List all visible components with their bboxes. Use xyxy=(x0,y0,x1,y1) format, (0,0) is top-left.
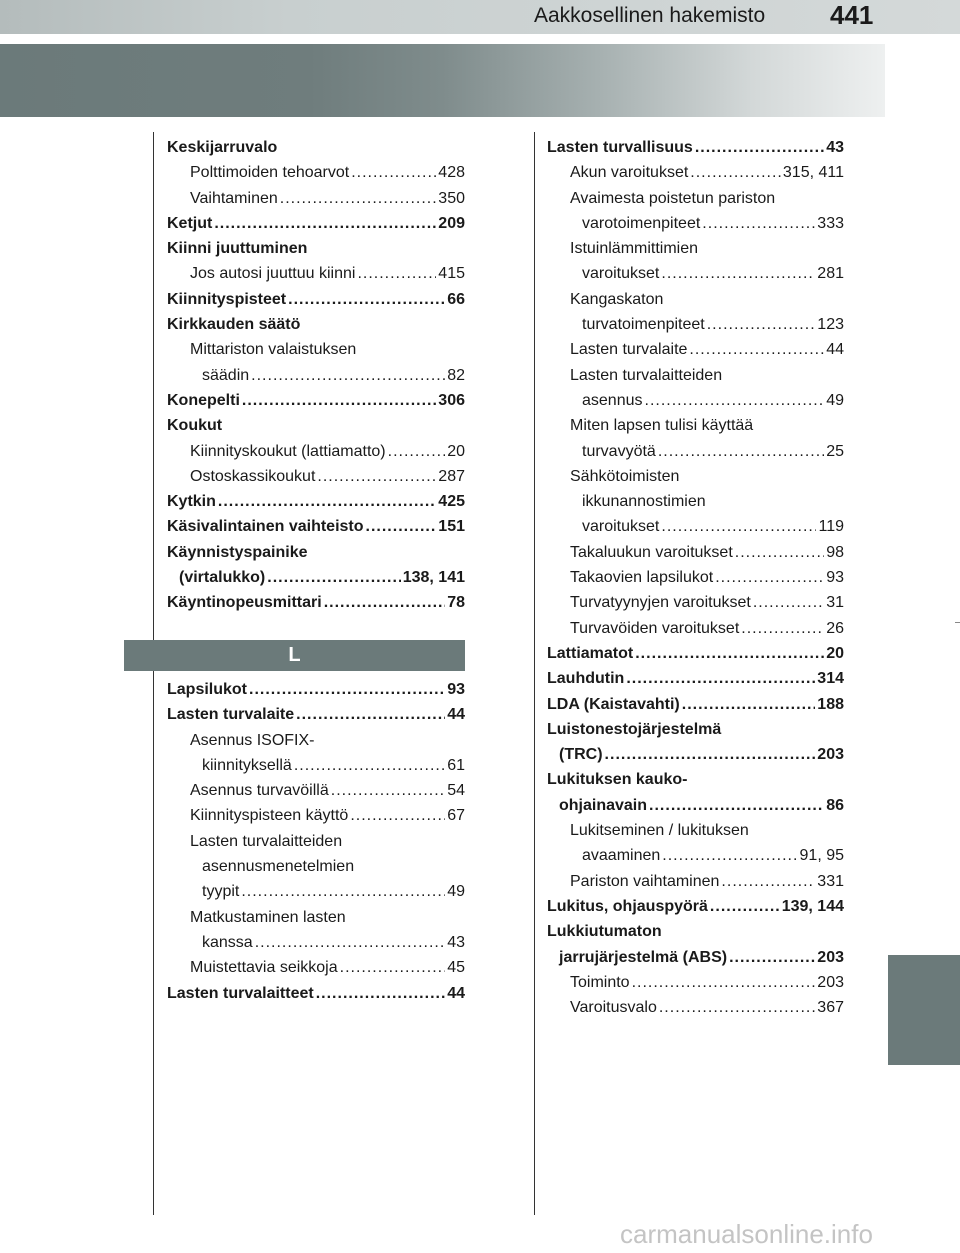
index-entry-label: Lapsilukot xyxy=(167,681,248,698)
index-entry xyxy=(547,793,844,818)
index-entry-label: varoitukset xyxy=(582,265,660,283)
leader-dots xyxy=(626,666,815,691)
index-entry xyxy=(547,565,844,590)
index-entry xyxy=(547,540,844,565)
leader-dots xyxy=(729,945,815,970)
index-entry-label: Ketjut xyxy=(167,214,213,232)
index-column-right xyxy=(547,135,844,1020)
leader-dots xyxy=(707,312,816,337)
index-entry-page: 91, 95 xyxy=(799,847,844,865)
index-entry-page: 333 xyxy=(817,214,844,232)
index-entry xyxy=(547,211,844,236)
index-entry xyxy=(547,135,844,160)
index-entry xyxy=(167,590,465,615)
index-entry-label: (virtalukko) xyxy=(179,569,266,587)
index-entry xyxy=(167,514,465,539)
index-entry-label: Lauhdutin xyxy=(547,670,625,688)
index-entry-page: 45 xyxy=(447,959,465,977)
index-entry-label: Kytkin xyxy=(167,493,216,511)
index-entry xyxy=(547,869,844,894)
index-entry-label: Luistonestojärjestelmä xyxy=(547,720,722,738)
index-entry-label: (TRC) xyxy=(559,746,603,764)
index-entry-label: asennusmenetelmien xyxy=(202,858,355,876)
leader-dots xyxy=(388,439,446,464)
leader-dots xyxy=(645,388,825,413)
leader-dots xyxy=(340,955,446,980)
index-entry xyxy=(167,879,465,904)
index-entry-label: Sähkötoimisten xyxy=(570,467,680,485)
index-entry-label: varotoimenpiteet xyxy=(582,214,701,232)
index-entry xyxy=(167,930,465,955)
index-entry-page: 25 xyxy=(826,442,844,460)
leader-dots xyxy=(721,869,815,894)
index-entry-page: 86 xyxy=(826,796,844,814)
leader-dots xyxy=(710,894,780,919)
index-entry-page: 67 xyxy=(447,807,465,825)
index-column-left-bottom xyxy=(167,677,465,1006)
index-entry-page: 93 xyxy=(826,569,844,587)
index-entry xyxy=(167,778,465,803)
index-entry xyxy=(167,829,465,854)
index-entry-page: 203 xyxy=(817,746,844,764)
index-entry-label: Lukkiutumaton xyxy=(547,923,662,941)
index-entry-page: 123 xyxy=(817,316,844,334)
leader-dots xyxy=(324,590,446,615)
index-entry-label: Lasten turvalaite xyxy=(570,341,688,359)
index-entry-label: Asennus turvavöillä xyxy=(190,782,329,800)
index-entry xyxy=(547,767,844,792)
leader-dots xyxy=(649,793,824,818)
index-entry xyxy=(167,236,465,261)
section-side-tab xyxy=(888,955,960,1065)
index-entry-label: avaaminen xyxy=(582,847,661,865)
index-entry-label: Akun varoitukset xyxy=(570,164,689,182)
index-entry-label: tyypit xyxy=(202,883,240,901)
index-entry-label: Kiinni juuttuminen xyxy=(167,240,308,258)
index-entry-label: Käyntinopeusmittari xyxy=(167,594,322,612)
index-entry-page: 425 xyxy=(438,493,465,511)
leader-dots xyxy=(695,135,824,160)
index-entry-page: 43 xyxy=(447,933,465,951)
index-entry xyxy=(167,540,465,565)
index-entry xyxy=(547,919,844,944)
column-rule-left xyxy=(153,132,154,1215)
leader-dots xyxy=(661,261,815,286)
index-entry xyxy=(547,514,844,539)
leader-dots xyxy=(682,692,816,717)
index-entry-label: Vaihtaminen xyxy=(190,189,278,207)
index-entry-label: LDA (Kaistavahti) xyxy=(547,695,680,713)
index-entry xyxy=(167,565,465,590)
index-entry xyxy=(167,753,465,778)
leader-dots xyxy=(635,641,824,666)
index-entry-label: kiinnityksellä xyxy=(202,756,292,774)
index-entry-page: 26 xyxy=(826,619,844,637)
index-entry-page: 287 xyxy=(438,467,465,485)
index-entry-page: 43 xyxy=(826,139,844,156)
index-entry-label: Turvatyynyjen varoitukset xyxy=(570,594,751,612)
index-entry-label: Avaimesta poistetun pariston xyxy=(570,189,776,207)
leader-dots xyxy=(267,565,400,590)
leader-dots xyxy=(316,981,445,1006)
leader-dots xyxy=(632,970,816,995)
index-entry-label: Pariston vaihtaminen xyxy=(570,872,720,890)
index-entry-page: 350 xyxy=(438,189,465,207)
leader-dots xyxy=(659,995,815,1020)
leader-dots xyxy=(255,930,446,955)
index-entry-label: jarrujärjestelmä (ABS) xyxy=(559,948,728,966)
page-header-title: Aakkosellinen hakemisto xyxy=(534,4,766,27)
index-entry xyxy=(547,287,844,312)
index-entry-page: 49 xyxy=(447,883,465,901)
index-entry xyxy=(167,803,465,828)
index-entry xyxy=(167,287,465,312)
leader-dots xyxy=(715,565,824,590)
index-entry xyxy=(547,337,844,362)
index-entry xyxy=(167,439,465,464)
leader-dots xyxy=(331,778,445,803)
index-entry xyxy=(167,312,465,337)
index-entry xyxy=(167,261,465,286)
index-entry xyxy=(547,236,844,261)
index-entry-label: Miten lapsen tulisi käyttää xyxy=(570,417,754,435)
index-entry-page: 93 xyxy=(447,681,465,698)
index-entry xyxy=(547,388,844,413)
index-entry-label: Toiminto xyxy=(570,973,630,991)
index-entry xyxy=(547,160,844,185)
leader-dots xyxy=(317,464,436,489)
index-entry-label: Matkustaminen lasten xyxy=(190,908,346,926)
index-entry-label: Käsivalintainen vaihteisto xyxy=(167,518,364,536)
index-entry xyxy=(167,337,465,362)
index-entry-label: Lukitseminen / lukituksen xyxy=(570,822,749,840)
index-entry-page: 98 xyxy=(826,543,844,561)
index-entry-label: Kirkkauden säätö xyxy=(167,316,301,334)
index-entry-label: turvatoimenpiteet xyxy=(582,316,705,334)
index-entry-page: 209 xyxy=(438,214,465,232)
index-entry xyxy=(167,464,465,489)
index-entry xyxy=(547,464,844,489)
index-entry xyxy=(547,995,844,1020)
index-entry xyxy=(167,363,465,388)
index-entry-label: Lasten turvalaite xyxy=(167,706,295,724)
index-entry xyxy=(547,818,844,843)
index-entry xyxy=(167,728,465,753)
index-entry xyxy=(547,261,844,286)
index-entry xyxy=(167,905,465,930)
index-entry-label: ikkunannostimien xyxy=(582,493,706,511)
index-entry xyxy=(547,186,844,211)
index-entry xyxy=(167,955,465,980)
index-entry xyxy=(167,135,465,160)
index-entry-page: 31 xyxy=(826,594,844,612)
index-entry-page: 314 xyxy=(817,670,844,688)
index-entry-label: varoitukset xyxy=(582,518,660,536)
index-entry-page: 151 xyxy=(438,518,465,536)
index-entry xyxy=(547,641,844,666)
index-entry-label: Keskijarruvalo xyxy=(167,139,278,156)
leader-dots xyxy=(357,261,436,286)
index-entry xyxy=(167,489,465,514)
index-entry-label: Mittariston valaistuksen xyxy=(190,341,357,359)
index-entry xyxy=(167,160,465,185)
leader-dots xyxy=(218,489,436,514)
index-entry xyxy=(547,413,844,438)
index-entry-label: Takaovien lapsilukot xyxy=(570,569,714,587)
index-entry-page: 306 xyxy=(438,391,465,409)
index-entry-label: Kiinnityskoukut (lattiamatto) xyxy=(190,442,386,460)
index-entry-label: Asennus ISOFIX- xyxy=(190,731,315,749)
index-entry-page: 331 xyxy=(817,872,844,890)
index-entry-page: 315, 411 xyxy=(782,164,844,182)
index-entry xyxy=(547,489,844,514)
index-entry-label: Istuinlämmittimien xyxy=(570,240,699,258)
header-bar xyxy=(0,0,960,34)
index-entry-page: 49 xyxy=(826,391,844,409)
index-entry xyxy=(547,717,844,742)
index-entry-page: 367 xyxy=(817,999,844,1017)
index-entry xyxy=(547,616,844,641)
leader-dots xyxy=(661,514,816,539)
index-entry-label: Turvavöiden varoitukset xyxy=(570,619,740,637)
index-entry-label: säädin xyxy=(202,366,250,384)
leader-dots xyxy=(702,211,815,236)
index-entry-page: 428 xyxy=(438,164,465,182)
index-entry-page: 281 xyxy=(817,265,844,283)
index-entry xyxy=(547,894,844,919)
index-entry-page: 138, 141 xyxy=(402,569,465,587)
index-entry-label: Ostoskassikoukut xyxy=(190,467,316,485)
index-entry xyxy=(547,970,844,995)
leader-dots xyxy=(294,753,445,778)
index-entry-label: Lasten turvallisuus xyxy=(547,139,693,156)
index-entry-label: Käynnistyspainike xyxy=(167,543,308,561)
index-entry-label: asennus xyxy=(582,391,643,409)
leader-dots xyxy=(741,616,824,641)
index-entry-page: 119 xyxy=(818,518,844,536)
section-letter: L xyxy=(288,644,301,666)
column-rule-middle xyxy=(534,132,535,1215)
index-entry-label: Lasten turvalaitteet xyxy=(167,984,314,1002)
index-entry xyxy=(547,692,844,717)
index-entry xyxy=(547,312,844,337)
leader-dots xyxy=(351,160,436,185)
index-entry-label: Lukituksen kauko- xyxy=(547,771,688,789)
leader-dots xyxy=(241,879,445,904)
index-entry xyxy=(167,981,465,1006)
index-entry-label: Konepelti xyxy=(167,391,240,409)
leader-dots xyxy=(658,439,824,464)
section-letter-band xyxy=(124,640,465,671)
index-entry-label: kanssa xyxy=(202,933,253,951)
index-entry-page: 20 xyxy=(826,644,844,662)
index-entry-page: 44 xyxy=(447,984,465,1002)
leader-dots xyxy=(753,590,824,615)
index-entry xyxy=(167,854,465,879)
index-entry-label: Lasten turvalaitteiden xyxy=(190,832,343,850)
leader-dots xyxy=(662,843,797,868)
index-entry-page: 415 xyxy=(438,265,465,283)
index-entry-page: 188 xyxy=(817,695,844,713)
watermark: carmanualsonline.info xyxy=(620,1219,873,1249)
leader-dots xyxy=(280,186,437,211)
index-entry xyxy=(547,590,844,615)
leader-dots xyxy=(296,702,445,727)
index-entry xyxy=(167,702,465,727)
index-entry-label: Lasten turvalaitteiden xyxy=(570,366,723,384)
index-entry-label: Muistettavia seikkoja xyxy=(190,959,338,977)
index-entry-label: turvavyötä xyxy=(582,442,656,460)
leader-dots xyxy=(690,160,781,185)
index-entry xyxy=(167,211,465,236)
index-entry-page: 82 xyxy=(447,366,465,384)
index-entry-label: Takaluukun varoitukset xyxy=(570,543,733,561)
index-entry xyxy=(547,666,844,691)
index-entry-label: Kiinnityspisteen käyttö xyxy=(190,807,349,825)
leader-dots xyxy=(605,742,816,767)
index-entry xyxy=(547,843,844,868)
index-entry xyxy=(547,439,844,464)
index-entry xyxy=(547,742,844,767)
leader-dots xyxy=(251,363,445,388)
index-entry-label: Kangaskaton xyxy=(570,290,664,308)
index-entry-label: Kiinnityspisteet xyxy=(167,290,287,308)
leader-dots xyxy=(735,540,824,565)
leader-dots xyxy=(689,337,824,362)
index-entry-page: 203 xyxy=(817,948,844,966)
index-entry-page: 54 xyxy=(447,782,465,800)
index-entry xyxy=(167,186,465,211)
index-entry-page: 66 xyxy=(447,290,465,308)
index-entry-page: 20 xyxy=(447,442,465,460)
index-entry xyxy=(547,363,844,388)
index-column-left-top xyxy=(167,135,465,616)
index-entry-page: 61 xyxy=(447,756,465,774)
index-entry-label: Lukitus, ohjauspyörä xyxy=(547,897,708,915)
index-entry-page: 44 xyxy=(826,341,844,359)
index-entry-label: Koukut xyxy=(167,417,223,435)
index-entry-page: 139, 144 xyxy=(781,897,844,915)
index-entry xyxy=(167,677,465,702)
index-entry-label: ohjainavain xyxy=(559,796,648,814)
index-entry-label: Jos autosi juuttuu kiinni xyxy=(190,265,356,283)
index-entry xyxy=(167,388,465,413)
index-entry-page: 203 xyxy=(817,973,844,991)
index-entry-label: Polttimoiden tehoarvot xyxy=(190,164,350,182)
index-entry-page: 44 xyxy=(447,706,465,724)
edge-tick xyxy=(955,622,960,623)
index-entry xyxy=(167,413,465,438)
leader-dots xyxy=(214,211,436,236)
leader-dots xyxy=(242,388,436,413)
leader-dots xyxy=(366,514,437,539)
header-banner xyxy=(0,44,885,117)
page-number: 441 xyxy=(830,0,874,30)
leader-dots xyxy=(288,287,445,312)
index-entry-page: 78 xyxy=(447,594,465,612)
index-entry-label: Lattiamatot xyxy=(547,644,634,662)
index-entry xyxy=(547,945,844,970)
leader-dots xyxy=(350,803,445,828)
leader-dots xyxy=(249,677,445,702)
index-entry-label: Varoitusvalo xyxy=(570,999,657,1017)
